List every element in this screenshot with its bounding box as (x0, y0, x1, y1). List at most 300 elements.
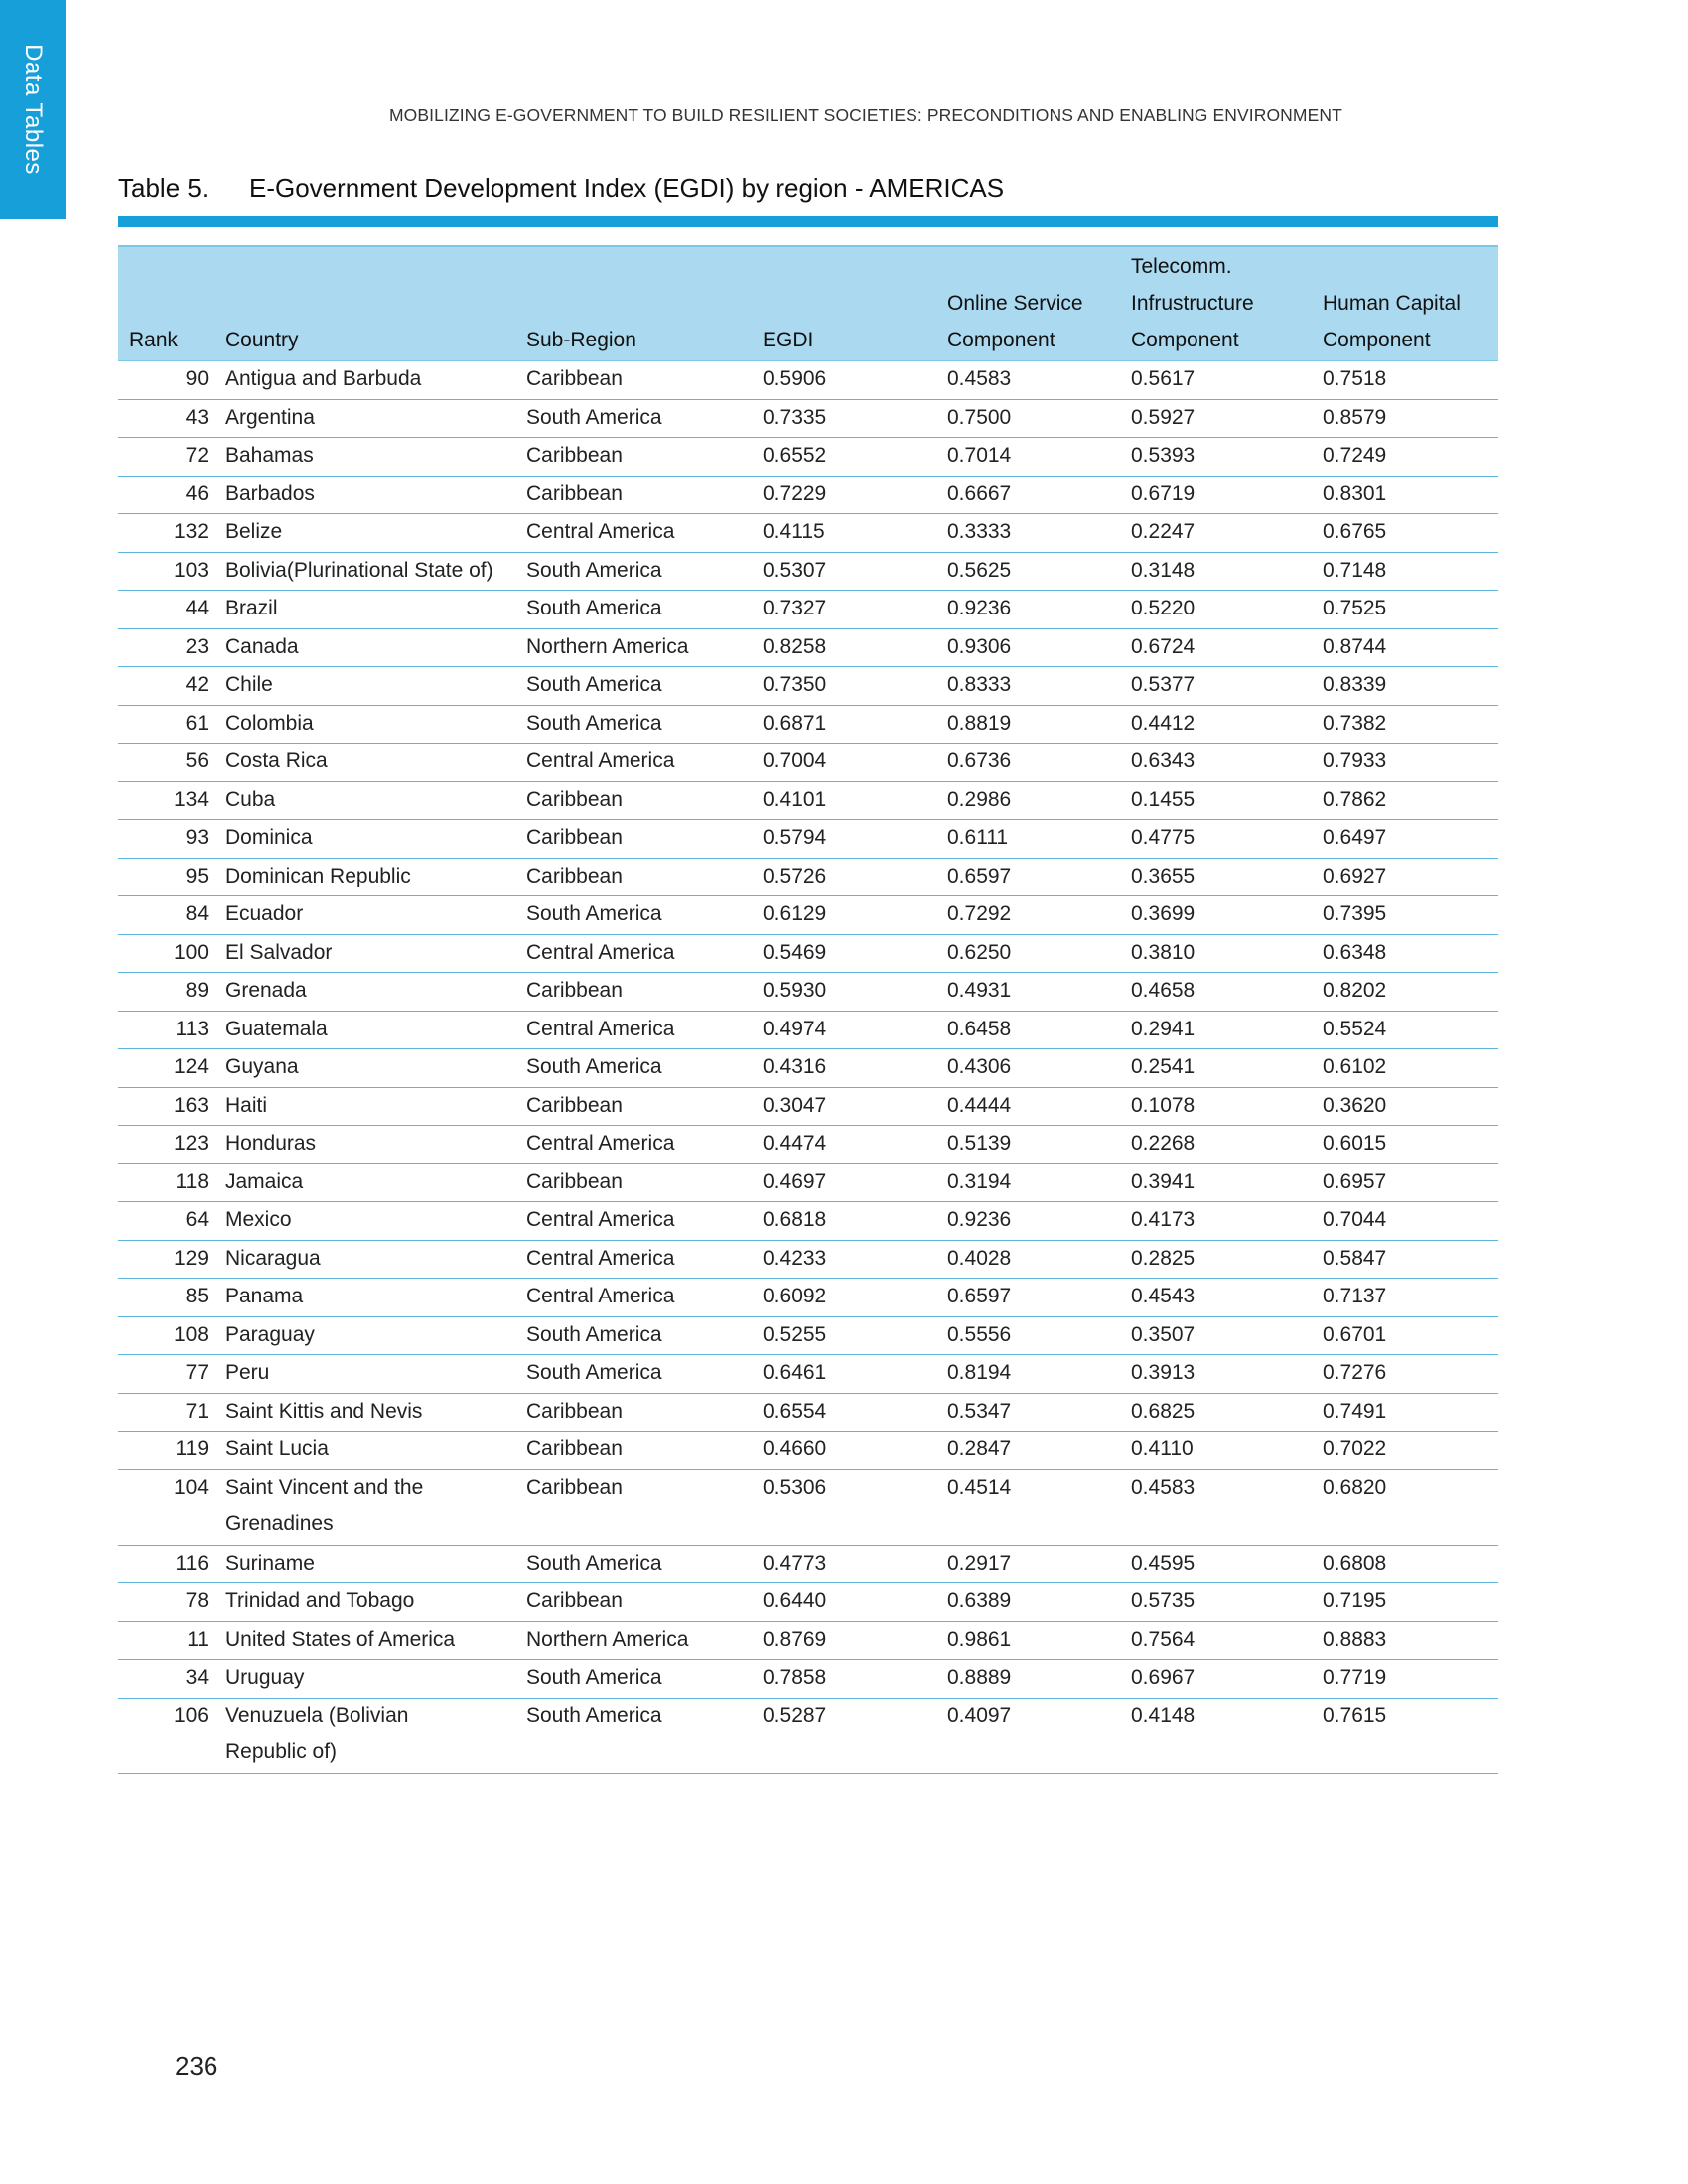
cell-egdi: 0.5307 (763, 552, 947, 591)
cell-online-service: 0.9236 (947, 591, 1131, 629)
cell-egdi: 0.7350 (763, 667, 947, 706)
cell-country: Suriname (225, 1545, 526, 1583)
cell-online-service: 0.7014 (947, 438, 1131, 477)
cell-rank: 124 (118, 1049, 225, 1088)
cell-rank: 90 (118, 361, 225, 400)
cell-country: Cuba (225, 781, 526, 820)
egdi-table (118, 245, 1498, 1774)
column-header-human-capital-line2: Component (1323, 329, 1431, 351)
cell-subregion: Caribbean (526, 1469, 763, 1545)
cell-rank: 134 (118, 781, 225, 820)
column-header-rank: Rank (118, 246, 225, 361)
cell-subregion: South America (526, 399, 763, 438)
title-rule (118, 216, 1498, 227)
cell-telecomm: 0.5220 (1131, 591, 1323, 629)
cell-human-capital: 0.7525 (1323, 591, 1498, 629)
cell-subregion: South America (526, 1660, 763, 1699)
cell-subregion: Caribbean (526, 858, 763, 896)
cell-telecomm: 0.6719 (1131, 476, 1323, 514)
cell-human-capital: 0.7518 (1323, 361, 1498, 400)
cell-egdi: 0.7327 (763, 591, 947, 629)
table-row (118, 1393, 1498, 1432)
cell-telecomm: 0.4775 (1131, 820, 1323, 859)
cell-human-capital: 0.7195 (1323, 1583, 1498, 1622)
cell-rank: 44 (118, 591, 225, 629)
cell-online-service: 0.6597 (947, 1279, 1131, 1317)
cell-rank: 42 (118, 667, 225, 706)
cell-egdi: 0.8258 (763, 628, 947, 667)
table-row (118, 1583, 1498, 1622)
cell-human-capital: 0.8339 (1323, 667, 1498, 706)
cell-country: Paraguay (225, 1316, 526, 1355)
cell-human-capital: 0.6765 (1323, 514, 1498, 553)
cell-egdi: 0.5906 (763, 361, 947, 400)
cell-country: Trinidad and Tobago (225, 1583, 526, 1622)
cell-rank: 61 (118, 705, 225, 744)
cell-telecomm: 0.4412 (1131, 705, 1323, 744)
cell-country: Grenada (225, 973, 526, 1012)
cell-telecomm: 0.2825 (1131, 1240, 1323, 1279)
cell-egdi: 0.4660 (763, 1432, 947, 1470)
cell-human-capital: 0.7933 (1323, 744, 1498, 782)
cell-country: Mexico (225, 1202, 526, 1241)
cell-rank: 77 (118, 1355, 225, 1394)
cell-subregion: Caribbean (526, 438, 763, 477)
cell-country-line1: Venuzuela (Bolivian (225, 1704, 409, 1727)
cell-telecomm: 0.6825 (1131, 1393, 1323, 1432)
table-row (118, 1126, 1498, 1164)
cell-online-service: 0.9306 (947, 628, 1131, 667)
cell-egdi: 0.7229 (763, 476, 947, 514)
cell-country: Honduras (225, 1126, 526, 1164)
cell-telecomm: 0.3941 (1131, 1163, 1323, 1202)
cell-rank: 116 (118, 1545, 225, 1583)
cell-human-capital: 0.8744 (1323, 628, 1498, 667)
cell-rank: 113 (118, 1011, 225, 1049)
cell-online-service: 0.7500 (947, 399, 1131, 438)
cell-subregion: Central America (526, 1202, 763, 1241)
cell-rank: 89 (118, 973, 225, 1012)
cell-online-service: 0.4931 (947, 973, 1131, 1012)
cell-telecomm: 0.2941 (1131, 1011, 1323, 1049)
table-row (118, 1355, 1498, 1394)
cell-human-capital: 0.7137 (1323, 1279, 1498, 1317)
cell-country: Guyana (225, 1049, 526, 1088)
cell-subregion: Caribbean (526, 1393, 763, 1432)
cell-subregion: South America (526, 591, 763, 629)
table-title-text: E-Government Development Index (EGDI) by region - AMERICAS (249, 173, 1005, 203)
cell-rank: 95 (118, 858, 225, 896)
cell-online-service: 0.4444 (947, 1087, 1131, 1126)
column-header-human-capital-line1: Human Capital (1323, 292, 1461, 315)
cell-subregion: Caribbean (526, 476, 763, 514)
cell-egdi: 0.4974 (763, 1011, 947, 1049)
cell-telecomm: 0.3148 (1131, 552, 1323, 591)
cell-human-capital: 0.8579 (1323, 399, 1498, 438)
table-row (118, 705, 1498, 744)
cell-telecomm: 0.4658 (1131, 973, 1323, 1012)
cell-human-capital: 0.7615 (1323, 1698, 1498, 1773)
table-row (118, 399, 1498, 438)
table-row (118, 552, 1498, 591)
cell-telecomm: 0.7564 (1131, 1621, 1323, 1660)
cell-rank: 104 (118, 1469, 225, 1545)
column-header-telecomm (1131, 246, 1323, 361)
cell-online-service: 0.6736 (947, 744, 1131, 782)
cell-rank: 11 (118, 1621, 225, 1660)
table-title (118, 173, 1004, 204)
cell-subregion: South America (526, 552, 763, 591)
cell-country-line2: Grenadines (225, 1511, 334, 1535)
table-row (118, 667, 1498, 706)
table-row (118, 361, 1498, 400)
cell-online-service: 0.9236 (947, 1202, 1131, 1241)
cell-egdi: 0.5287 (763, 1698, 947, 1773)
cell-country: Panama (225, 1279, 526, 1317)
cell-subregion: South America (526, 896, 763, 935)
side-tab (0, 0, 66, 219)
cell-rank: 64 (118, 1202, 225, 1241)
cell-subregion: Caribbean (526, 973, 763, 1012)
table-row (118, 1011, 1498, 1049)
table-body (118, 361, 1498, 1774)
cell-subregion: Caribbean (526, 361, 763, 400)
cell-telecomm: 0.5927 (1131, 399, 1323, 438)
cell-rank: 118 (118, 1163, 225, 1202)
table-row (118, 896, 1498, 935)
cell-online-service: 0.8819 (947, 705, 1131, 744)
cell-country: Argentina (225, 399, 526, 438)
cell-subregion: Caribbean (526, 1163, 763, 1202)
cell-egdi: 0.6092 (763, 1279, 947, 1317)
cell-country: Jamaica (225, 1163, 526, 1202)
cell-human-capital: 0.7249 (1323, 438, 1498, 477)
cell-online-service: 0.5625 (947, 552, 1131, 591)
cell-egdi: 0.5726 (763, 858, 947, 896)
cell-subregion: Northern America (526, 1621, 763, 1660)
cell-telecomm: 0.3913 (1131, 1355, 1323, 1394)
cell-egdi: 0.4233 (763, 1240, 947, 1279)
cell-human-capital: 0.6927 (1323, 858, 1498, 896)
cell-rank: 85 (118, 1279, 225, 1317)
cell-subregion: South America (526, 705, 763, 744)
cell-rank: 123 (118, 1126, 225, 1164)
cell-egdi: 0.4316 (763, 1049, 947, 1088)
column-header-subregion: Sub-Region (526, 246, 763, 361)
column-header-telecomm-line3: Component (1131, 329, 1239, 351)
cell-human-capital: 0.7719 (1323, 1660, 1498, 1699)
cell-country: Uruguay (225, 1660, 526, 1699)
cell-country: Brazil (225, 591, 526, 629)
cell-online-service: 0.4583 (947, 361, 1131, 400)
table-row (118, 476, 1498, 514)
cell-egdi: 0.8769 (763, 1621, 947, 1660)
cell-country: Antigua and Barbuda (225, 361, 526, 400)
cell-subregion: Caribbean (526, 1583, 763, 1622)
cell-telecomm: 0.2247 (1131, 514, 1323, 553)
cell-telecomm: 0.4583 (1131, 1469, 1323, 1545)
cell-online-service: 0.8333 (947, 667, 1131, 706)
table-row (118, 1698, 1498, 1773)
cell-egdi: 0.4101 (763, 781, 947, 820)
cell-subregion: South America (526, 667, 763, 706)
table-row (118, 1202, 1498, 1241)
cell-country: Saint Kittis and Nevis (225, 1393, 526, 1432)
cell-telecomm: 0.2268 (1131, 1126, 1323, 1164)
cell-human-capital: 0.3620 (1323, 1087, 1498, 1126)
cell-telecomm: 0.1078 (1131, 1087, 1323, 1126)
cell-subregion: Caribbean (526, 1432, 763, 1470)
cell-subregion: South America (526, 1355, 763, 1394)
table-row (118, 1432, 1498, 1470)
cell-country: Bolivia(Plurinational State of) (225, 552, 526, 591)
cell-online-service: 0.8194 (947, 1355, 1131, 1394)
table-row (118, 1279, 1498, 1317)
cell-online-service: 0.4514 (947, 1469, 1131, 1545)
cell-rank: 71 (118, 1393, 225, 1432)
cell-human-capital: 0.6015 (1323, 1126, 1498, 1164)
cell-online-service: 0.4028 (947, 1240, 1131, 1279)
cell-subregion: Central America (526, 744, 763, 782)
cell-human-capital: 0.6497 (1323, 820, 1498, 859)
table-row (118, 934, 1498, 973)
cell-country (225, 1469, 526, 1545)
cell-rank: 34 (118, 1660, 225, 1699)
cell-subregion: South America (526, 1049, 763, 1088)
cell-rank: 93 (118, 820, 225, 859)
table-row (118, 1049, 1498, 1088)
cell-telecomm: 0.6724 (1131, 628, 1323, 667)
cell-egdi: 0.6461 (763, 1355, 947, 1394)
cell-human-capital: 0.7148 (1323, 552, 1498, 591)
column-header-egdi: EGDI (763, 246, 947, 361)
column-header-telecomm-line1: Telecomm. (1131, 255, 1232, 278)
cell-human-capital: 0.6957 (1323, 1163, 1498, 1202)
table-row (118, 628, 1498, 667)
cell-egdi: 0.3047 (763, 1087, 947, 1126)
cell-country: Canada (225, 628, 526, 667)
cell-subregion: Caribbean (526, 781, 763, 820)
cell-subregion: Central America (526, 1279, 763, 1317)
cell-telecomm: 0.4595 (1131, 1545, 1323, 1583)
cell-subregion: Northern America (526, 628, 763, 667)
table-row (118, 1240, 1498, 1279)
cell-subregion: South America (526, 1545, 763, 1583)
cell-human-capital: 0.6701 (1323, 1316, 1498, 1355)
cell-human-capital: 0.5847 (1323, 1240, 1498, 1279)
cell-rank: 106 (118, 1698, 225, 1773)
cell-online-service: 0.6597 (947, 858, 1131, 896)
cell-egdi: 0.7335 (763, 399, 947, 438)
cell-rank: 132 (118, 514, 225, 553)
side-tab-label: Data Tables (20, 44, 47, 175)
cell-telecomm: 0.4173 (1131, 1202, 1323, 1241)
cell-human-capital: 0.7862 (1323, 781, 1498, 820)
table-row (118, 1087, 1498, 1126)
cell-telecomm: 0.5617 (1131, 361, 1323, 400)
cell-egdi: 0.7004 (763, 744, 947, 782)
table-row (118, 781, 1498, 820)
cell-subregion: Central America (526, 1011, 763, 1049)
cell-telecomm: 0.6967 (1131, 1660, 1323, 1699)
table-row (118, 1316, 1498, 1355)
cell-online-service: 0.3194 (947, 1163, 1131, 1202)
cell-human-capital: 0.5524 (1323, 1011, 1498, 1049)
cell-online-service: 0.5556 (947, 1316, 1131, 1355)
table-row (118, 973, 1498, 1012)
cell-country: Chile (225, 667, 526, 706)
cell-country: Haiti (225, 1087, 526, 1126)
cell-online-service: 0.4306 (947, 1049, 1131, 1088)
cell-country: Dominican Republic (225, 858, 526, 896)
cell-rank: 119 (118, 1432, 225, 1470)
cell-egdi: 0.5255 (763, 1316, 947, 1355)
cell-human-capital: 0.6102 (1323, 1049, 1498, 1088)
page-number: 236 (175, 2051, 218, 2081)
table-row (118, 820, 1498, 859)
cell-egdi: 0.4474 (763, 1126, 947, 1164)
table-row (118, 1469, 1498, 1545)
running-header: MOBILIZING E-GOVERNMENT TO BUILD RESILIENT SOCIETIES: PRECONDITIONS AND ENABLING ENVIRONMENT (389, 105, 1342, 125)
cell-online-service: 0.9861 (947, 1621, 1131, 1660)
cell-rank: 43 (118, 399, 225, 438)
cell-egdi: 0.5794 (763, 820, 947, 859)
cell-egdi: 0.6440 (763, 1583, 947, 1622)
cell-human-capital: 0.7022 (1323, 1432, 1498, 1470)
cell-rank: 23 (118, 628, 225, 667)
cell-subregion: South America (526, 1698, 763, 1773)
cell-human-capital: 0.8883 (1323, 1621, 1498, 1660)
cell-rank: 103 (118, 552, 225, 591)
cell-telecomm: 0.3699 (1131, 896, 1323, 935)
cell-human-capital: 0.6808 (1323, 1545, 1498, 1583)
cell-online-service: 0.4097 (947, 1698, 1131, 1773)
column-header-telecomm-line2: Infrustructure (1131, 292, 1254, 315)
cell-egdi: 0.4115 (763, 514, 947, 553)
cell-country: Ecuador (225, 896, 526, 935)
cell-telecomm: 0.4148 (1131, 1698, 1323, 1773)
cell-rank: 56 (118, 744, 225, 782)
cell-rank: 84 (118, 896, 225, 935)
cell-country (225, 1698, 526, 1773)
cell-egdi: 0.5930 (763, 973, 947, 1012)
cell-human-capital: 0.7044 (1323, 1202, 1498, 1241)
table-number: Table 5. (118, 173, 210, 203)
column-header-online-service-line1: Online Service (947, 292, 1083, 315)
cell-telecomm: 0.5377 (1131, 667, 1323, 706)
column-header-country: Country (225, 246, 526, 361)
cell-subregion: Central America (526, 1240, 763, 1279)
cell-subregion: Caribbean (526, 820, 763, 859)
cell-subregion: Central America (526, 514, 763, 553)
cell-egdi: 0.5306 (763, 1469, 947, 1545)
cell-online-service: 0.5139 (947, 1126, 1131, 1164)
cell-country: Costa Rica (225, 744, 526, 782)
table-row (118, 438, 1498, 477)
cell-subregion: Central America (526, 934, 763, 973)
column-header-human-capital (1323, 246, 1498, 361)
table-header (118, 246, 1498, 361)
cell-online-service: 0.6389 (947, 1583, 1131, 1622)
cell-telecomm: 0.3810 (1131, 934, 1323, 973)
header-row (118, 246, 1498, 361)
cell-egdi: 0.7858 (763, 1660, 947, 1699)
cell-egdi: 0.5469 (763, 934, 947, 973)
cell-telecomm: 0.5735 (1131, 1583, 1323, 1622)
cell-egdi: 0.6554 (763, 1393, 947, 1432)
cell-country: Nicaragua (225, 1240, 526, 1279)
table-row (118, 1163, 1498, 1202)
cell-human-capital: 0.7491 (1323, 1393, 1498, 1432)
cell-country: Barbados (225, 476, 526, 514)
cell-online-service: 0.6111 (947, 820, 1131, 859)
cell-country: Colombia (225, 705, 526, 744)
cell-human-capital: 0.6820 (1323, 1469, 1498, 1545)
table-row (118, 1660, 1498, 1699)
cell-telecomm: 0.6343 (1131, 744, 1323, 782)
cell-online-service: 0.2986 (947, 781, 1131, 820)
cell-egdi: 0.6818 (763, 1202, 947, 1241)
cell-online-service: 0.7292 (947, 896, 1131, 935)
cell-rank: 78 (118, 1583, 225, 1622)
cell-egdi: 0.6129 (763, 896, 947, 935)
cell-rank: 129 (118, 1240, 225, 1279)
cell-egdi: 0.6871 (763, 705, 947, 744)
cell-rank: 46 (118, 476, 225, 514)
table-row (118, 858, 1498, 896)
cell-country: Guatemala (225, 1011, 526, 1049)
table-row (118, 591, 1498, 629)
cell-rank: 100 (118, 934, 225, 973)
cell-country: Dominica (225, 820, 526, 859)
cell-country: Peru (225, 1355, 526, 1394)
cell-rank: 72 (118, 438, 225, 477)
cell-country: Saint Lucia (225, 1432, 526, 1470)
column-header-online-service (947, 246, 1131, 361)
cell-country: El Salvador (225, 934, 526, 973)
cell-online-service: 0.5347 (947, 1393, 1131, 1432)
cell-human-capital: 0.8202 (1323, 973, 1498, 1012)
cell-egdi: 0.6552 (763, 438, 947, 477)
cell-country: Bahamas (225, 438, 526, 477)
cell-telecomm: 0.2541 (1131, 1049, 1323, 1088)
cell-country: United States of America (225, 1621, 526, 1660)
cell-subregion: South America (526, 1316, 763, 1355)
table-row (118, 1621, 1498, 1660)
cell-human-capital: 0.8301 (1323, 476, 1498, 514)
cell-telecomm: 0.4543 (1131, 1279, 1323, 1317)
cell-human-capital: 0.6348 (1323, 934, 1498, 973)
cell-online-service: 0.6667 (947, 476, 1131, 514)
cell-online-service: 0.3333 (947, 514, 1131, 553)
cell-telecomm: 0.3507 (1131, 1316, 1323, 1355)
cell-human-capital: 0.7395 (1323, 896, 1498, 935)
cell-online-service: 0.6458 (947, 1011, 1131, 1049)
cell-online-service: 0.6250 (947, 934, 1131, 973)
column-header-online-service-line2: Component (947, 329, 1055, 351)
cell-online-service: 0.8889 (947, 1660, 1131, 1699)
cell-subregion: Caribbean (526, 1087, 763, 1126)
cell-telecomm: 0.5393 (1131, 438, 1323, 477)
cell-country-line1: Saint Vincent and the (225, 1475, 424, 1499)
cell-online-service: 0.2917 (947, 1545, 1131, 1583)
cell-egdi: 0.4773 (763, 1545, 947, 1583)
cell-telecomm: 0.4110 (1131, 1432, 1323, 1470)
table-row (118, 1545, 1498, 1583)
cell-online-service: 0.2847 (947, 1432, 1131, 1470)
cell-human-capital: 0.7382 (1323, 705, 1498, 744)
cell-rank: 108 (118, 1316, 225, 1355)
